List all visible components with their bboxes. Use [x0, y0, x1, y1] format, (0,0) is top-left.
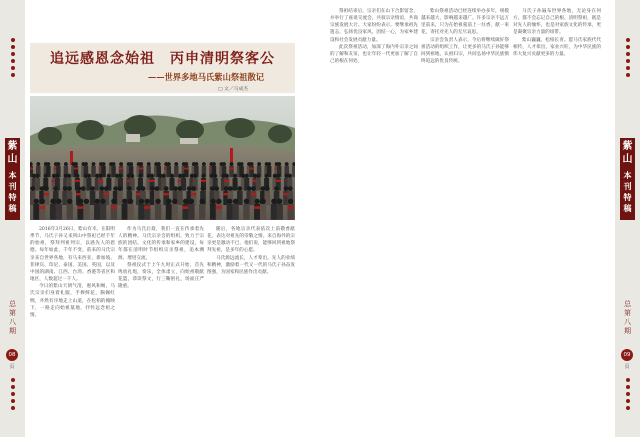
crowd-photo-illustration — [30, 96, 295, 220]
column-name: 紫 山 — [622, 141, 633, 165]
page-unit: 页 — [624, 364, 630, 370]
body-column-1: 2016年3月26日，紫山有幸。在阳明季节，马氏子孙又来到山中祭祀已经千年的始祖，祭拜列祖列宗，以感先人的恩德。每年如此，千年不变。前来的马氏宗亲来自世界各地，有马来西亚、新加坡、菲律宾、印尼、泰国、美国、英国，以及中国的湖南、江西、台湾、香港等省区和地区，人数超过一千人。 今日的紫山天朗气清，惠风和畅，马氏宗亲们身着礼服，手捧鲜花，胸佩红绸，井然有序地走上山道，在松柏的掩映下，一路走向始祖墓地，抒怀远念祖之情。 — [30, 227, 115, 318]
body-column-5: 紫山祭祖活动已经连续举办多年，规模越来越大，影响越来越广。许多宗亲不远万里前来，只为在始祖墓前上一炷香，献一束花，寄托对先人的无尽哀思。 宗亲会负责人表示，今后将继续做好祭祖活动的组织工作，让更多的马氏子孙能够回到祖地，认祖归宗，共同弘扬中华民族慎终追远的优良传统。 — [421, 9, 509, 65]
column-label: 本 刊 特 稿 — [623, 170, 632, 213]
decorative-dots — [0, 35, 25, 80]
article-title: 追远感恩念始祖 丙申清明祭客公 — [50, 51, 275, 67]
column-name: 紫 山 — [7, 141, 18, 165]
article-photo — [30, 96, 295, 220]
article-author: □ 文／马成杰 — [218, 87, 249, 92]
left-sidebar — [0, 0, 25, 437]
body-column-2: 作为马氏后裔，我们一直在传承着先人的精神。马氏宗亲会的组织，致力于宗族的团结、文化的传承和家乡的建设，每年都在清明时节组织宗亲祭祖，追本溯源，增进交流。 祭祖仪式于上午九时正式开始，首先鸣放礼炮，奏乐，全体肃立，向始祖敬献花篮，恭读祭文，行三鞠躬礼，场面庄严隆重。 — [118, 227, 204, 290]
decorative-dots — [615, 35, 640, 80]
article-subtitle: ——世界多地马氏紫山祭祖散记 — [147, 72, 265, 82]
issue-number: 总 第 八 期 — [9, 300, 16, 335]
column-label: 本 刊 特 稿 — [8, 170, 17, 213]
page-unit: 页 — [9, 364, 15, 370]
page-number: 08 — [6, 349, 18, 361]
decorative-dots — [615, 375, 640, 413]
body-column-3: 随后，各地宗亲代表依次上前敬香献花，表达对祖先的崇敬之情。来自海外的宗亲更是激动不已，他们说，能够回到祖地祭拜先祖，是多年的心愿。 马氏源远流长，人才辈出。先人的业绩和精神，激励着一代又一代的马氏子孙奋发图强，为国家和民族作出贡献。 — [207, 227, 295, 275]
right-sidebar — [615, 0, 640, 437]
page-number: 09 — [621, 349, 633, 361]
decorative-dots — [0, 375, 25, 413]
issue-number: 总 第 八 期 — [624, 300, 631, 335]
body-column-4: 祭祖结束后，宗亲们在山下合影留念，并举行了座谈交流会，共叙宗亲情谊，共商宗族发展大计。大家纷纷表示，要继承祖先遗志，弘扬优良家风，团结一心，为家乡建设和社会发展贡献力量。 此次祭祖活动，加深了海内外宗亲之间的了解和友谊，也让年轻一代更加了解了自己的根在何处。 — [330, 9, 418, 65]
body-column-6: 马氏子孙遍布世界各地，无论身在何方，都不会忘记自己的根。清明祭祖，既是对先人的缅怀，也是对家族文化的传承，更是凝聚宗亲力量的纽带。 紫山巍巍，松柏长青。愿马氏家族代代相传，人才辈出，家业兴旺，为中华民族的伟大复兴贡献更多的力量。 — [513, 9, 601, 57]
